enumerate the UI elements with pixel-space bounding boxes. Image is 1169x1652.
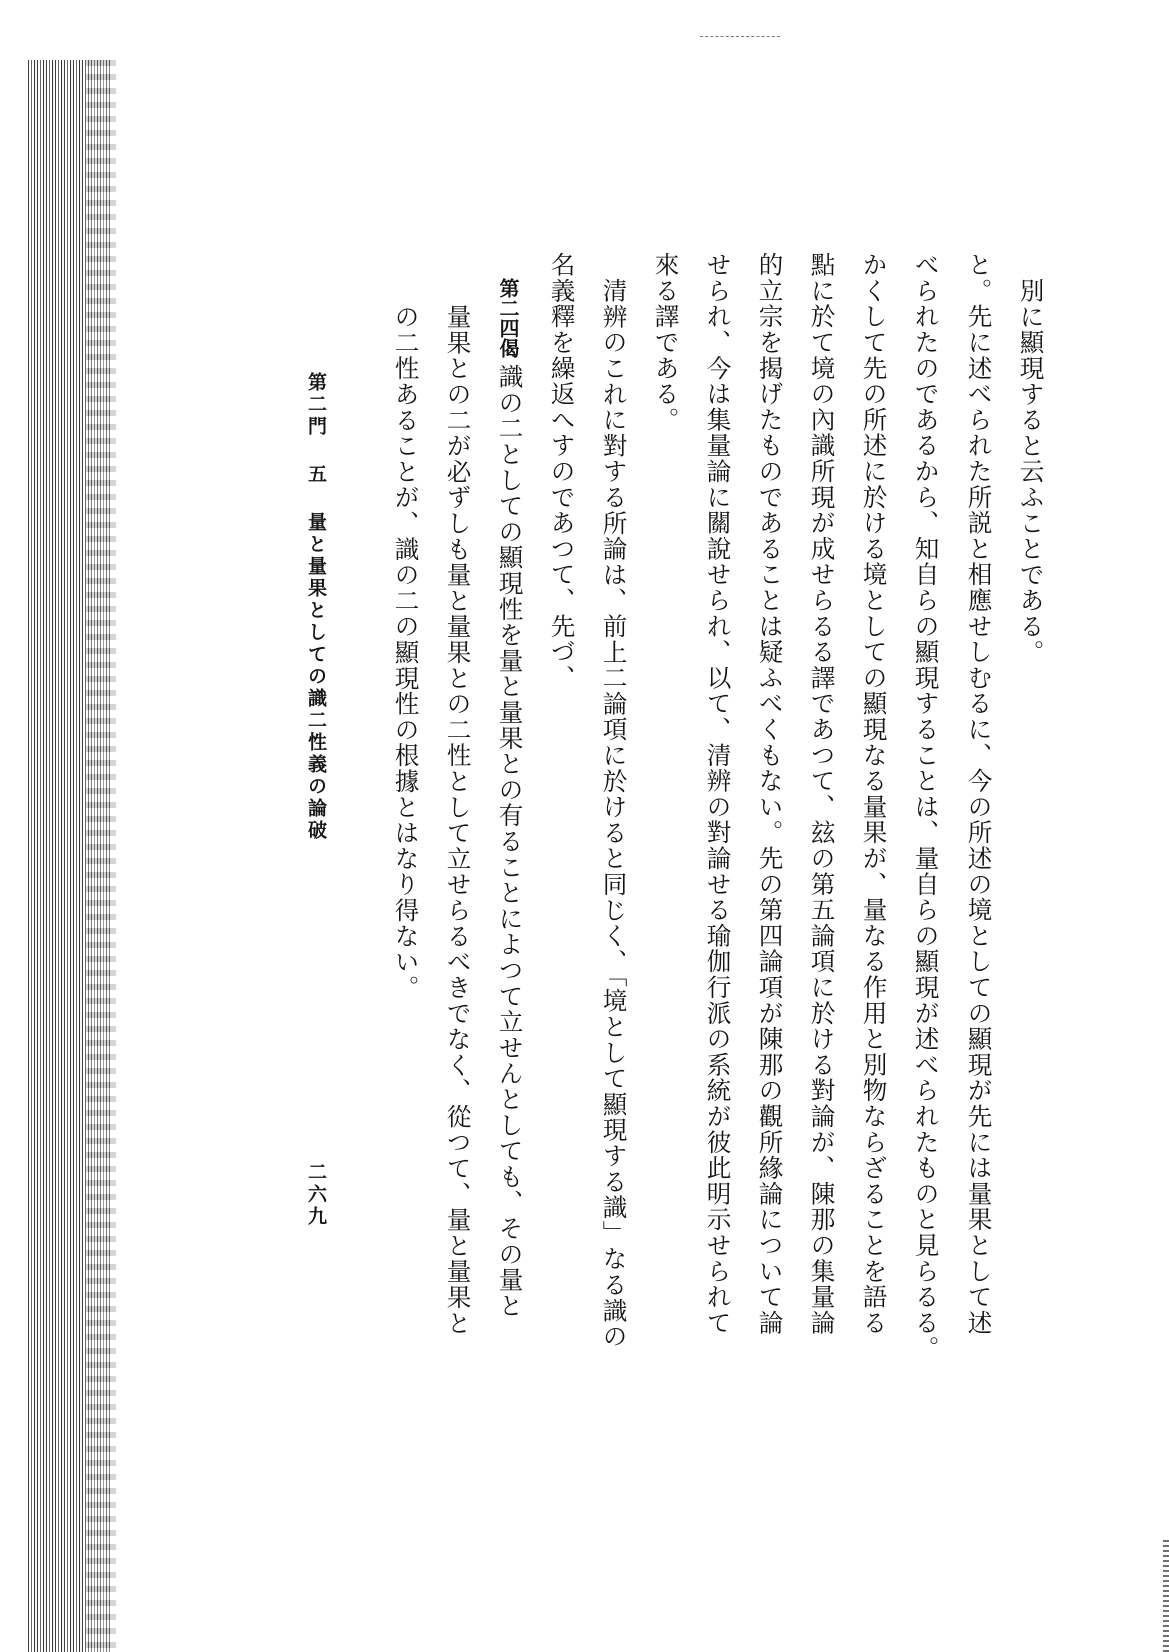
page-edge-mark xyxy=(1163,1540,1169,1652)
text-column: べられたのであるから、知自らの顯現することは、量自らの顯現が述べられたものと見らるる。 xyxy=(911,252,941,1362)
text-column: 識の二としての顯現性を量と量果との有ることによつて立せんとしても、その量と xyxy=(495,364,525,1319)
text-column: 的立宗を揭げたものであることは疑ふべくもない。先の第四論項が陳那の觀所緣論について論 xyxy=(755,252,785,1336)
text-column: と。先に述べられた所説と相應せしむるに、今の所述の境としての顯現が先には量果として述 xyxy=(964,252,994,1336)
page-number: 二六九 xyxy=(305,1162,327,1228)
text-column: 點に於て境の內識所現が成せらるる譯であつて、玆の第五論項に於ける對論が、陳那の集量論 xyxy=(807,252,837,1336)
text-column: 來る譯である。 xyxy=(651,252,681,433)
footer-chapter: 第二門 xyxy=(305,372,327,438)
text-column: 別に顯現すると云ふことである。 xyxy=(1016,278,1046,665)
text-column: 量果との二が必ずしも量と量果との二性として立せらるべきでなく、從つて、量と量果と xyxy=(443,304,473,1336)
binding-shadow xyxy=(86,60,116,1652)
scan-mark xyxy=(700,36,780,38)
verse-label: 第二四偈 xyxy=(496,278,520,358)
text-column: かくして先の所述に於ける境としての顯現なる量果が、量なる作用と別物ならざることを語る xyxy=(859,252,889,1336)
footer-section: 五 xyxy=(305,464,327,486)
footer-title: 量と量果としての識二性義の論破 xyxy=(305,512,327,842)
text-column: 清辨のこれに對する所論は、前上二論項に於けると同じく、「境として顯現する識」なる識の xyxy=(599,278,629,1350)
text-column: の二性あることが、識の二の顯現性の根據とはなり得ない。 xyxy=(391,304,421,1001)
text-column: 名義釋を繰返へすのであつて、先づ、 xyxy=(547,252,577,691)
text-column: せられ、今は集量論に關說せられ、以て、清辨の對論せる瑜伽行派の系統が彼此明示せられて xyxy=(703,252,733,1336)
